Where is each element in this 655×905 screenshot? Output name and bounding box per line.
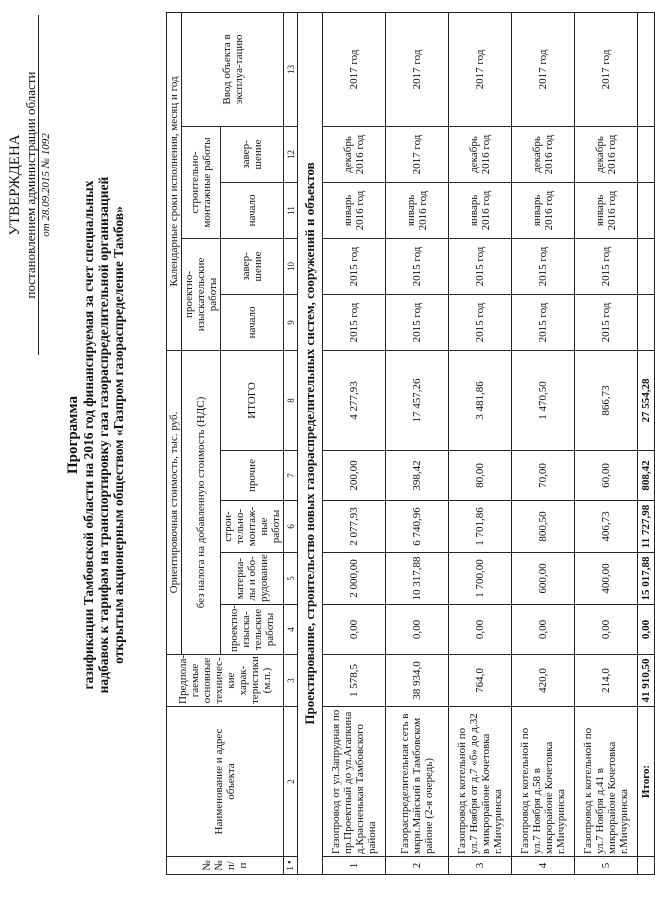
object-name: Газораспределительная сеть в мкрн.Майский в Тамбовском районе (2-я очередь) <box>386 707 449 857</box>
table-row <box>386 12 449 874</box>
header-design-works: проектно-изыскательские работы <box>182 238 221 350</box>
program-table <box>166 12 655 875</box>
section-row <box>298 12 323 874</box>
document-heading <box>66 5 126 865</box>
totals-empty-cell <box>638 857 655 875</box>
materials-cost: 2 000,00 <box>323 553 386 605</box>
materials-cost: 600,00 <box>512 553 575 605</box>
header-other: прочие <box>221 451 284 501</box>
document-title: Программа <box>65 396 81 474</box>
total-cost: 17 457,26 <box>386 350 449 450</box>
design-end: 2015 год <box>512 238 575 294</box>
design-end: 2015 год <box>449 238 512 294</box>
header-num: № № п/п <box>167 857 284 875</box>
column-number: 13 <box>284 12 298 126</box>
column-number: 5 <box>284 553 298 605</box>
header-design: проектно-изыска-тельские работы <box>221 605 284 655</box>
construction-cost: 406,73 <box>575 501 638 553</box>
tech-value: 38 934,0 <box>386 655 449 707</box>
design-start: 2015 год <box>575 294 638 350</box>
header-construction: строи-тельно-монтаж-ные работы <box>221 501 284 553</box>
totals-empty-cell <box>638 294 655 350</box>
column-number: 2 <box>284 707 298 857</box>
tech-value: 214,0 <box>575 655 638 707</box>
approval-title: УТВЕРЖДЕНА <box>7 134 23 236</box>
header-design-end: завер-шение <box>221 238 284 294</box>
design-start: 2015 год <box>323 294 386 350</box>
total-cost: 866,73 <box>575 350 638 450</box>
commission-year: 2017 год <box>323 12 386 126</box>
object-name: Газопровод к котельной по ул.7 Ноября от д.7 «б» до д.32 в микрорайоне Кочетовка г.Мичуринска <box>449 707 512 857</box>
column-number: 11 <box>284 182 298 238</box>
totals-empty-cell <box>638 126 655 182</box>
header-commission: Ввод объекта в эксплуа-тацию <box>182 12 284 126</box>
design-cost: 0,00 <box>512 605 575 655</box>
design-start: 2015 год <box>512 294 575 350</box>
table-row <box>449 12 512 874</box>
design-cost: 0,00 <box>449 605 512 655</box>
heading-line-2: надбавок к тарифам на транспортировку газа газораспределительной организацией <box>96 176 111 694</box>
header-construction-end: завер-шение <box>221 126 284 182</box>
construction-cost: 6 740,96 <box>386 501 449 553</box>
total-cost: 1 470,50 <box>512 350 575 450</box>
totals-tech: 41 910,50 <box>638 655 655 707</box>
header-construction-works: строительно-монтажные работы <box>182 126 221 238</box>
total-cost: 3 481,86 <box>449 350 512 450</box>
column-number: 4 <box>284 605 298 655</box>
column-number: 8 <box>284 350 298 450</box>
other-cost: 60,00 <box>575 451 638 501</box>
header-total: ИТОГО <box>221 350 284 450</box>
design-cost: 0,00 <box>386 605 449 655</box>
construction-cost: 800,50 <box>512 501 575 553</box>
design-start: 2015 год <box>386 294 449 350</box>
totals-empty-cell <box>638 238 655 294</box>
column-number-row <box>284 12 298 874</box>
object-name: Газопровод к котельной по ул.7 Ноября д.58 в микрорайоне Кочетовка г.Мичуринска <box>512 707 575 857</box>
totals-row <box>638 12 655 874</box>
tech-value: 420,0 <box>512 655 575 707</box>
header-name: Наименование и адрес объекта <box>167 707 284 857</box>
column-number: 1 • <box>284 857 298 875</box>
header-materials: материа-лы и обо-рудование <box>221 553 284 605</box>
tech-value: 1 578,5 <box>323 655 386 707</box>
other-cost: 398,42 <box>386 451 449 501</box>
header-schedule-group: Календарные сроки исполнения, месяц и год <box>167 12 182 350</box>
row-number: 1 <box>323 857 386 875</box>
materials-cost: 10 317,88 <box>386 553 449 605</box>
design-start: 2015 год <box>449 294 512 350</box>
materials-cost: 400,00 <box>575 553 638 605</box>
totals-construction: 11 727,98 <box>638 501 655 553</box>
construction-end: декабрь 2016 год <box>323 126 386 182</box>
row-number: 3 <box>449 857 512 875</box>
heading-line-1: газификации Тамбовской области на 2016 год финансируемая за счет специальных <box>81 180 96 690</box>
row-number: 2 <box>386 857 449 875</box>
header-construction-start: начало <box>221 182 284 238</box>
row-number: 4 <box>512 857 575 875</box>
total-cost: 4 277,93 <box>323 350 386 450</box>
column-number: 6 <box>284 501 298 553</box>
totals-other: 808,42 <box>638 451 655 501</box>
column-number: 12 <box>284 126 298 182</box>
header-tech: Предпола-гаемые основные техничес-кие харак-теристики (м.п.) <box>167 655 284 707</box>
construction-start: январь 2016 год <box>575 182 638 238</box>
construction-end: декабрь 2016 год <box>512 126 575 182</box>
column-number: 10 <box>284 238 298 294</box>
approval-date: от 28.09.2015 № 1092 <box>40 133 52 237</box>
design-end: 2015 год <box>386 238 449 294</box>
other-cost: 80,00 <box>449 451 512 501</box>
column-number: 7 <box>284 451 298 501</box>
tech-value: 764,0 <box>449 655 512 707</box>
column-number: 3 <box>284 655 298 707</box>
design-cost: 0,00 <box>575 605 638 655</box>
totals-design: 0,00 <box>638 605 655 655</box>
header-row-1 <box>167 12 182 874</box>
table-row <box>323 12 386 874</box>
commission-year: 2017 год <box>386 12 449 126</box>
construction-cost: 1 701,86 <box>449 501 512 553</box>
column-number: 9 <box>284 294 298 350</box>
header-cost-group: Ориентировочная стоимость, тыс. руб. <box>167 350 182 654</box>
construction-end: 2017 год <box>386 126 449 182</box>
commission-year: 2017 год <box>449 12 512 126</box>
table-row <box>575 12 638 874</box>
heading-line-3: открытым акционерным обществом «Газпром газораспределение Тамбов» <box>111 206 126 664</box>
totals-total: 27 554,28 <box>638 350 655 450</box>
other-cost: 200,00 <box>323 451 386 501</box>
totals-empty-cell <box>638 12 655 126</box>
construction-cost: 2 077,93 <box>323 501 386 553</box>
construction-start: январь 2016 год <box>386 182 449 238</box>
commission-year: 2017 год <box>512 12 575 126</box>
construction-end: декабрь 2016 год <box>575 126 638 182</box>
totals-empty-cell <box>638 182 655 238</box>
section-title: Проектирование, строительство новых газораспределительных систем, сооружений и объектов <box>298 12 323 874</box>
table-row <box>512 12 575 874</box>
design-end: 2015 год <box>323 238 386 294</box>
totals-label: Итого: <box>638 707 655 857</box>
construction-start: январь 2016 год <box>323 182 386 238</box>
totals-materials: 15 017,88 <box>638 553 655 605</box>
object-name: Газопровод от ул.Запрудная по пр.Проектный до ул.Агапкина д.Красненькая Тамбовского района <box>323 707 386 857</box>
row-number: 5 <box>575 857 638 875</box>
header-design-start: начало <box>221 294 284 350</box>
other-cost: 70,00 <box>512 451 575 501</box>
construction-start: январь 2016 год <box>449 182 512 238</box>
construction-end: декабрь 2016 год <box>449 126 512 182</box>
approval-line: постановлением администрации области <box>23 15 39 355</box>
header-cost-subgroup: без налога на добавленную стоимость (НДС) <box>182 350 221 654</box>
object-name: Газопровод к котельной по ул.7 Ноября д.41 в микрорайоне Кочетовка г.Мичуринска <box>575 707 638 857</box>
construction-start: январь 2016 год <box>512 182 575 238</box>
approval-stamp <box>8 15 53 355</box>
design-end: 2015 год <box>575 238 638 294</box>
design-cost: 0,00 <box>323 605 386 655</box>
materials-cost: 1 700,00 <box>449 553 512 605</box>
commission-year: 2017 год <box>575 12 638 126</box>
